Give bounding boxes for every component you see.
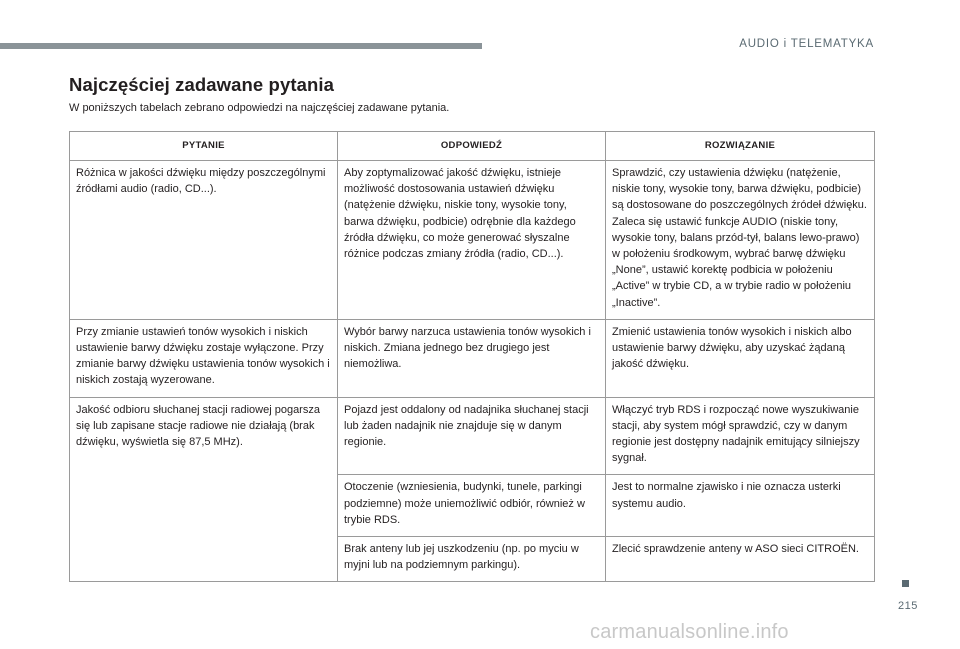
solution-cell: Włączyć tryb RDS i rozpocząć nowe wyszukiwanie stacji, aby system mógł sprawdzić, czy w danym regionie jest dostępny nadajnik emitujący silniejszy sygnał. bbox=[606, 397, 875, 475]
faq-table bbox=[69, 131, 875, 582]
intro-text: W poniższych tabelach zebrano odpowiedzi na najczęściej zadawane pytania. bbox=[69, 102, 450, 114]
page-number: 215 bbox=[898, 600, 918, 612]
question-cell: Jakość odbioru słuchanej stacji radiowej pogarsza się lub zapisane stacje radiowe nie działają (brak dźwięku, wyświetla się 87,5 MHz). bbox=[70, 397, 338, 582]
solution-cell: Zlecić sprawdzenie anteny w ASO sieci CITROËN. bbox=[606, 537, 875, 582]
table-row bbox=[70, 319, 875, 397]
solution-cell: Jest to normalne zjawisko i nie oznacza usterki systemu audio. bbox=[606, 475, 875, 537]
table-row bbox=[70, 161, 875, 320]
column-header-answer: ODPOWIEDŹ bbox=[338, 132, 606, 161]
question-cell: Różnica w jakości dźwięku między poszczególnymi źródłami audio (radio, CD...). bbox=[70, 161, 338, 320]
table-header-row bbox=[70, 132, 875, 161]
table-row bbox=[70, 397, 875, 475]
solution-cell: Sprawdzić, czy ustawienia dźwięku (natężenie, niskie tony, wysokie tony, barwa dźwięku, podbicie) są dostosowane do poszczególnych źródeł dźwięku. Zaleca się ustawić funkcje AUDIO (niskie tony, wysokie tony, balans przód-tył, balans lewo-prawo) w położeniu środkowym, wybrać barwę dźwięku „None”, ustawić korektę podbicia w położeniu „Active” w trybie CD, a w trybie radio w położeniu „Inactive”. bbox=[606, 161, 875, 320]
section-label: AUDIO i TELEMATYKA bbox=[739, 38, 874, 50]
answer-cell: Pojazd jest oddalony od nadajnika słuchanej stacji lub żaden nadajnik nie znajduje się w danym regionie. bbox=[338, 397, 606, 475]
answer-cell: Brak anteny lub jej uszkodzeniu (np. po myciu w myjni lub na podziemnym parkingu). bbox=[338, 537, 606, 582]
solution-cell: Zmienić ustawienia tonów wysokich i niskich albo ustawienie barwy dźwięku, aby uzyskać żądaną jakość dźwięku. bbox=[606, 319, 875, 397]
column-header-solution: ROZWIĄZANIE bbox=[606, 132, 875, 161]
page-title: Najczęściej zadawane pytania bbox=[69, 74, 335, 95]
top-accent-bar bbox=[0, 43, 482, 49]
question-cell: Przy zmianie ustawień tonów wysokich i niskich ustawienie barwy dźwięku zostaje wyłączone. Przy zmianie barwy dźwięku ustawienia tonów wysokich i niskich zostają wyzerowane. bbox=[70, 319, 338, 397]
watermark: carmanualsonline.info bbox=[590, 621, 789, 643]
answer-cell: Wybór barwy narzuca ustawienia tonów wysokich i niskich. Zmiana jednego bez drugiego jest niemożliwa. bbox=[338, 319, 606, 397]
answer-cell: Aby zoptymalizować jakość dźwięku, istnieje możliwość dostosowania ustawień dźwięku (natężenie dźwięku, niskie tony, wysokie tony, barwa dźwięku, podbicie) odrębnie dla każdego źródła dźwięku, co może generować słyszalne różnice podczas zmiany źródła (radio, CD...). bbox=[338, 161, 606, 320]
continuation-marker bbox=[902, 580, 909, 587]
column-header-question: PYTANIE bbox=[70, 132, 338, 161]
answer-cell: Otoczenie (wzniesienia, budynki, tunele, parkingi podziemne) może uniemożliwić odbiór, również w trybie RDS. bbox=[338, 475, 606, 537]
